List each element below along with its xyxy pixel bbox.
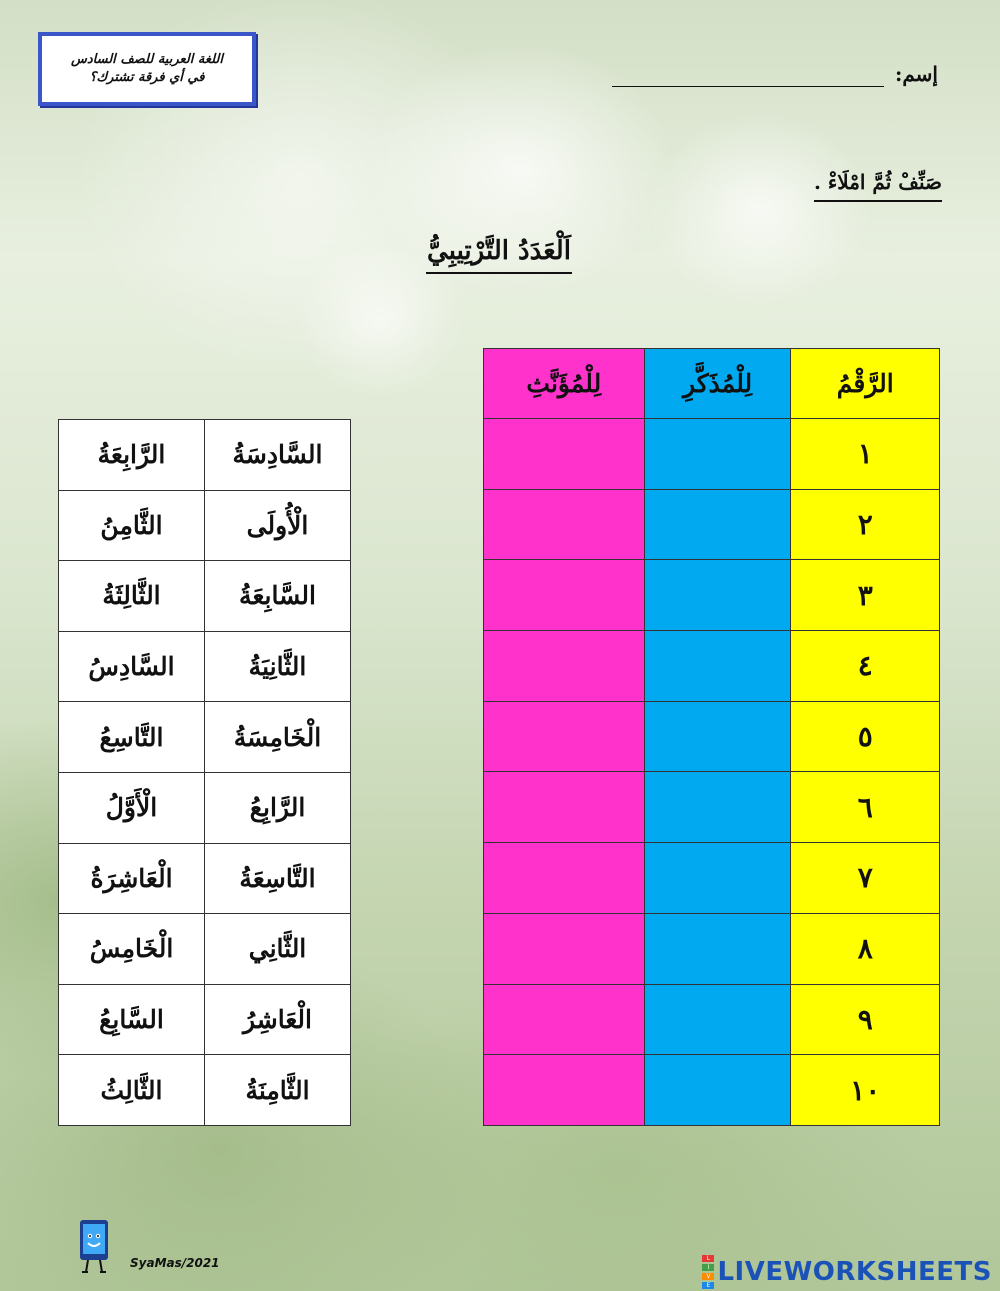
number-cell: ٧ (791, 843, 940, 914)
word-row (59, 843, 351, 914)
word-item[interactable]: السَّادِسُ (59, 631, 205, 702)
masculine-drop-zone[interactable] (644, 984, 791, 1055)
word-row (59, 914, 351, 985)
feminine-drop-zone[interactable] (484, 489, 645, 560)
feminine-drop-zone[interactable] (484, 984, 645, 1055)
logo-letter: V (702, 1273, 714, 1280)
masculine-drop-zone[interactable] (644, 489, 791, 560)
feminine-drop-zone[interactable] (484, 419, 645, 490)
word-row (59, 631, 351, 702)
word-row (59, 490, 351, 561)
word-row (59, 772, 351, 843)
word-item[interactable]: التَّاسِعَةُ (205, 843, 351, 914)
number-cell: ١٠ (791, 1055, 940, 1126)
logo-letter: E (702, 1282, 714, 1289)
masculine-drop-zone[interactable] (644, 701, 791, 772)
word-item[interactable]: الْخَامِسَةُ (205, 702, 351, 773)
feminine-drop-zone[interactable] (484, 631, 645, 702)
tablet-mascot-icon (74, 1218, 114, 1274)
feminine-drop-zone[interactable] (484, 843, 645, 914)
word-item[interactable]: الْعَاشِرَةُ (59, 843, 205, 914)
number-cell: ٨ (791, 913, 940, 984)
masculine-drop-zone[interactable] (644, 631, 791, 702)
feminine-drop-zone[interactable] (484, 560, 645, 631)
word-item[interactable]: الْخَامِسُ (59, 914, 205, 985)
word-item[interactable]: الثَّامِنَةُ (205, 1055, 351, 1126)
logo-letter: L (702, 1255, 714, 1262)
word-item[interactable]: الثَّالِثَةُ (59, 561, 205, 632)
masculine-drop-zone[interactable] (644, 419, 791, 490)
number-cell: ٦ (791, 772, 940, 843)
liveworksheets-brand[interactable] (702, 1254, 992, 1290)
word-row (59, 561, 351, 632)
feminine-drop-zone[interactable] (484, 913, 645, 984)
answer-row (484, 843, 940, 914)
logo-letter: I (702, 1264, 714, 1271)
feminine-drop-zone[interactable] (484, 772, 645, 843)
banner-subject: اللغة العربية للصف السادس (71, 52, 224, 67)
answer-row (484, 913, 940, 984)
answer-header-row (484, 349, 940, 419)
word-item[interactable]: الثَّالِثُ (59, 1055, 205, 1126)
word-item[interactable]: السَّادِسَةُ (205, 420, 351, 491)
masculine-drop-zone[interactable] (644, 843, 791, 914)
feminine-header: لِلْمُؤَنَّثِ (484, 349, 645, 419)
word-item[interactable]: الْعَاشِرُ (205, 984, 351, 1055)
word-item[interactable]: الْأَوَّلُ (59, 772, 205, 843)
number-cell: ٢ (791, 489, 940, 560)
masculine-drop-zone[interactable] (644, 913, 791, 984)
number-header: الرَّقْمُ (791, 349, 940, 419)
worksheet-heading: اَلْعَدَدُ التَّرْتِيبِيُّ (426, 236, 572, 274)
feminine-drop-zone[interactable] (484, 701, 645, 772)
word-item[interactable]: الثَّانِيَةُ (205, 631, 351, 702)
word-item[interactable]: الرَّابِعَةُ (59, 420, 205, 491)
word-item[interactable]: الْأُولَى (205, 490, 351, 561)
name-label: إسم: (894, 62, 938, 86)
brand-name: LIVEWORKSHEETS (717, 1257, 992, 1287)
number-cell: ١ (791, 419, 940, 490)
number-cell: ٣ (791, 560, 940, 631)
number-cell: ٩ (791, 984, 940, 1055)
masculine-header: لِلْمُذَكَّرِ (644, 349, 791, 419)
number-cell: ٤ (791, 631, 940, 702)
word-item[interactable]: الثَّانِي (205, 914, 351, 985)
answer-row (484, 772, 940, 843)
word-item[interactable]: السَّابِعَةُ (205, 561, 351, 632)
answer-table (483, 348, 940, 1126)
word-item[interactable]: التَّاسِعُ (59, 702, 205, 773)
title-banner (38, 32, 256, 106)
number-cell: ٥ (791, 701, 940, 772)
answer-row (484, 701, 940, 772)
answer-row (484, 489, 940, 560)
banner-question: في أي فرقة تشترك؟ (89, 70, 205, 85)
liveworksheets-logo-icon (702, 1254, 714, 1290)
masculine-drop-zone[interactable] (644, 1055, 791, 1126)
word-item[interactable]: الثَّامِنُ (59, 490, 205, 561)
word-row (59, 984, 351, 1055)
masculine-drop-zone[interactable] (644, 560, 791, 631)
name-input-line[interactable] (612, 86, 884, 87)
feminine-drop-zone[interactable] (484, 1055, 645, 1126)
word-row (59, 702, 351, 773)
word-item[interactable]: السَّابِعُ (59, 984, 205, 1055)
word-bank-table (58, 419, 351, 1126)
answer-row (484, 419, 940, 490)
word-row (59, 420, 351, 491)
masculine-drop-zone[interactable] (644, 772, 791, 843)
answer-row (484, 631, 940, 702)
word-row (59, 1055, 351, 1126)
word-item[interactable]: الرَّابِعُ (205, 772, 351, 843)
instruction-text: صَنِّفْ ثُمَّ امْلَاءْ . (814, 170, 942, 202)
answer-row (484, 1055, 940, 1126)
answer-row (484, 560, 940, 631)
author-credit: SyaMas/2021 (130, 1256, 220, 1270)
answer-row (484, 984, 940, 1055)
